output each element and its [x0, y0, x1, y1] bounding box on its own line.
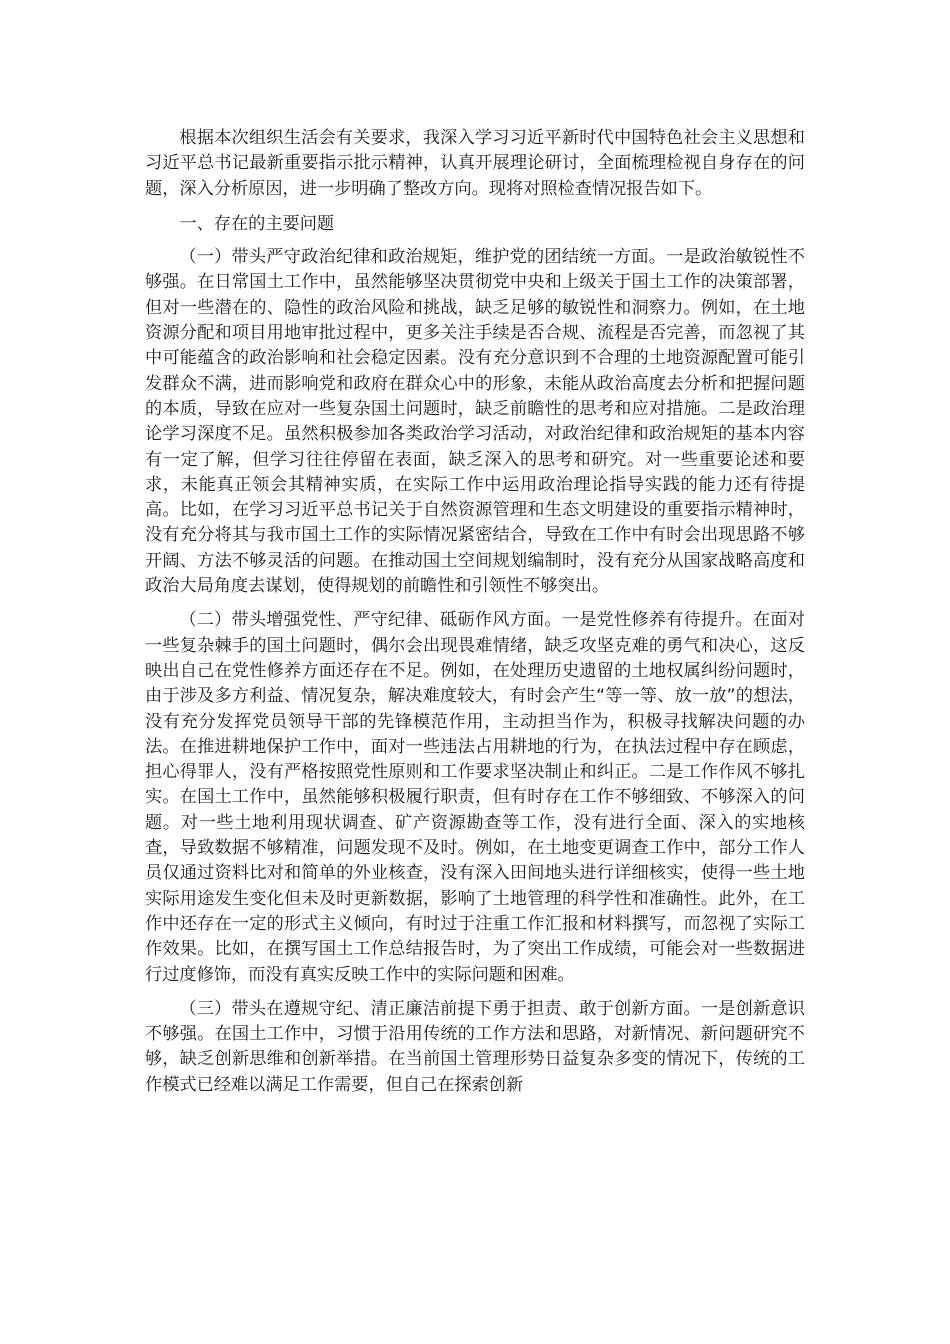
section-3-paragraph: （三）带头在遵规守纪、清正廉洁前提下勇于担责、敢于创新方面。一是创新意识不够强。在国土工作中，习惯于沿用传统的工作方法和思路，对新情况、新问题研究不够，缺乏创新思维和创新举措。在当前国土管理形势日益复杂多变的情况下，传统的工作模式已经难以满足工作需要，但自己在探索创新 [145, 998, 805, 1095]
document-page [145, 126, 805, 1098]
section-1-paragraph: （一）带头严守政治纪律和政治规矩，维护党的团结统一方面。一是政治敏锐性不够强。在日常国土工作中，虽然能够坚决贯彻党中央和上级关于国土工作的决策部署，但对一些潜在的、隐性的政治风险和挑战，缺乏足够的敏锐性和洞察力。例如，在土地资源分配和项目用地审批过程中，更多关注手续是否合规、流程是否完善，而忽视了其中可能蕴含的政治影响和社会稳定因素。没有充分意识到不合理的土地资源配置可能引发群众不满，进而影响党和政府在群众心中的形象，未能从政治高度去分析和把握问题的本质，导致在应对一些复杂国土问题时，缺乏前瞻性的思考和应对措施。二是政治理论学习深度不足。虽然积极参加各类政治学习活动，对政治纪律和政治规矩的基本内容有一定了解，但学习往往停留在表面，缺乏深入的思考和研究。对一些重要论述和要求，未能真正领会其精神实质，在实际工作中运用政治理论指导实践的能力还有待提高。比如，在学习习近平总书记关于自然资源管理和生态文明建设的重要指示精神时，没有充分将其与我市国土工作的实际情况紧密结合，导致在工作中有时会出现思路不够开阔、方法不够灵活的问题。在推动国土空间规划编制时，没有充分从国家战略高度和政治大局角度去谋划，使得规划的前瞻性和引领性不够突出。 [145, 247, 805, 597]
section-heading: 一、存在的主要问题 [179, 213, 335, 234]
intro-paragraph: 根据本次组织生活会有关要求，我深入学习习近平新时代中国特色社会主义思想和习近平总书记最新重要指示批示精神，认真开展理论研讨，全面梳理检视自身存在的问题，深入分析原因，进一步明确了整改方向。现将对照检查情况报告如下。 [145, 128, 805, 199]
section-2-paragraph: （二）带头增强党性、严守纪律、砥砺作风方面。一是党性修养有待提升。在面对一些复杂棘手的国土问题时，偶尔会出现畏难情绪，缺乏攻坚克难的勇气和决心，这反映出自己在党性修养方面还存在不足。例如，在处理历史遗留的土地权属纠纷问题时，由于涉及多方利益、情况复杂，解决难度较大，有时会产生“等一等、放一放”的想法，没有充分发挥党员领导干部的先锋模范作用，主动担当作为，积极寻找解决问题的办法。在推进耕地保护工作中，面对一些违法占用耕地的行为，在执法过程中存在顾虑，担心得罪人，没有严格按照党性原则和工作要求坚决制止和纠正。二是工作作风不够扎实。在国土工作中，虽然能够积极履行职责，但有时存在工作不够细致、不够深入的问题。对一些土地利用现状调查、矿产资源勘查等工作，没有进行全面、深入的实地核查，导致数据不够精准，问题发现不及时。例如，在土地变更调查工作中，部分工作人员仅通过资料比对和简单的外业核查，没有深入田间地头进行详细核实，使得一些土地实际用途发生变化但未及时更新数据，影响了土地管理的科学性和准确性。此外，在工作中还存在一定的形式主义倾向，有时过于注重工作汇报和材料撰写，而忽视了实际工作效果。比如，在撰写国土工作总结报告时，为了突出工作成绩，可能会对一些数据进行过度修饰，而没有真实反映工作中的实际问题和困难。 [145, 610, 805, 985]
